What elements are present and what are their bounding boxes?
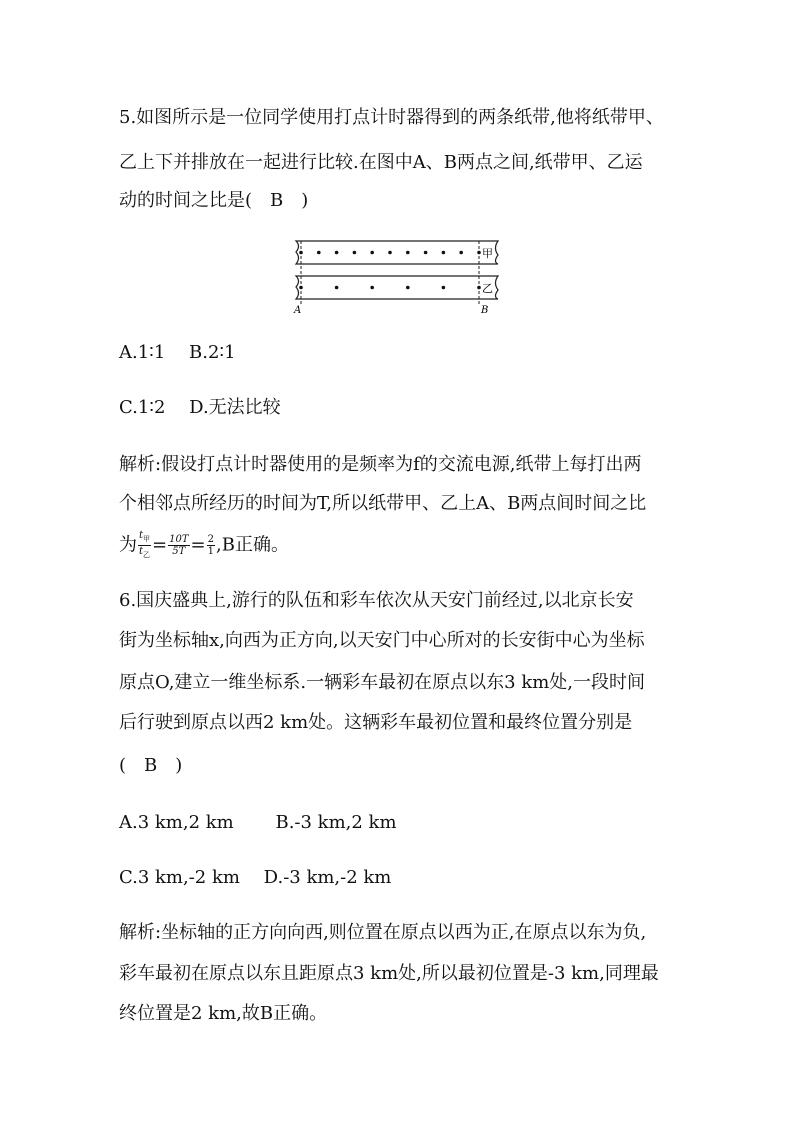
q6-stem-line-1: 6.国庆盛典上,游行的队伍和彩车依次从天安门前经过,以北京长安 — [119, 590, 634, 611]
q5-analysis-line-1: 解析:假设打点计时器使用的是频率为f的交流电源,纸带上每打出两 — [119, 454, 642, 475]
fraction-2-1: $\frac{2}{1}$ — [207, 534, 214, 557]
tape-yi-dot — [477, 286, 481, 290]
q5-stem-line-1: 5.如图所示是一位同学使用打点计时器得到的两条纸带,他将纸带甲、 — [119, 107, 664, 128]
tape-jia-dot — [299, 251, 303, 255]
q5-stem-line-2: 乙上下并排放在一起进行比较.在图中A、B两点之间,纸带甲、乙运 — [119, 152, 643, 173]
tape-jia-label: 甲 — [482, 247, 493, 260]
q6-options-line-2: C.3 km,-2 km D.-3 km,-2 km — [119, 867, 392, 888]
point-a-label: A — [294, 305, 302, 316]
q6-analysis-line-1: 解析:坐标轴的正方向向西,则位置在原点以西为正,在原点以东为负, — [119, 922, 647, 943]
point-b-label: B — [481, 305, 489, 316]
tape-yi-dot — [442, 286, 446, 290]
q5-options-line-1: A.1∶1 B.2∶1 — [119, 342, 236, 363]
q5-analysis-line-2: 个相邻点所经历的时间为T,所以纸带甲、乙上A、B两点间时间之比 — [119, 493, 647, 514]
q6-stem-line-3: 原点O,建立一维坐标系.一辆彩车最初在原点以东3 km处,一段时间 — [119, 672, 646, 693]
tape-jia-dot — [353, 251, 357, 255]
tape-jia-dot — [335, 251, 339, 255]
fraction-10t-5t: $\frac{10T}{5T}$ — [169, 534, 189, 557]
tape-yi-label: 乙 — [482, 282, 493, 295]
q6-options-line-1: A.3 km,2 km B.-3 km,2 km — [119, 812, 397, 833]
tape-yi-dot — [299, 286, 303, 290]
tape-jia-dot — [477, 251, 481, 255]
q6-stem-line-2: 街为坐标轴x,向西为正方向,以天安门中心所对的长安街中心为坐标 — [119, 630, 645, 651]
tape-yi-dot — [335, 286, 339, 290]
fraction-time-ratio: $\frac{t_甲}{t_乙}$ — [139, 530, 151, 559]
tape-yi-dot — [370, 286, 374, 290]
q6-analysis-line-2: 彩车最初在原点以东且距原点3 km处,所以最初位置是-3 km,同理最 — [119, 963, 659, 984]
tape-jia-dot — [370, 251, 374, 255]
q5-analysis-line-3: 为 $\frac{t_甲}{t_乙}$ = $\frac{10T}{5T}$ = $\frac{2}{1}$ ,B正确。 — [119, 530, 289, 559]
tape-jia-dot — [442, 251, 446, 255]
tape-yi-dot — [406, 286, 410, 290]
tape-jia-dot — [406, 251, 410, 255]
tape-jia-dot — [424, 251, 428, 255]
tape-jia-dot — [459, 251, 463, 255]
tape-jia — [296, 241, 498, 264]
analysis-prefix: 为 — [119, 534, 137, 556]
q5-stem-line-3: 动的时间之比是( B ) — [119, 190, 309, 211]
analysis-suffix: ,B正确。 — [216, 534, 289, 556]
paper-tape-figure — [288, 238, 518, 318]
tape-jia-dot — [317, 251, 321, 255]
tape-yi — [296, 276, 498, 299]
tape-jia-dot — [388, 251, 392, 255]
q5-options-line-2: C.1∶2 D.无法比较 — [119, 397, 281, 418]
q6-stem-line-4: 后行驶到原点以西2 km处。这辆彩车最初位置和最终位置分别是 — [119, 712, 633, 733]
q6-stem-line-5: ( B ) — [119, 755, 183, 776]
q6-analysis-line-3: 终位置是2 km,故B正确。 — [119, 1003, 328, 1024]
